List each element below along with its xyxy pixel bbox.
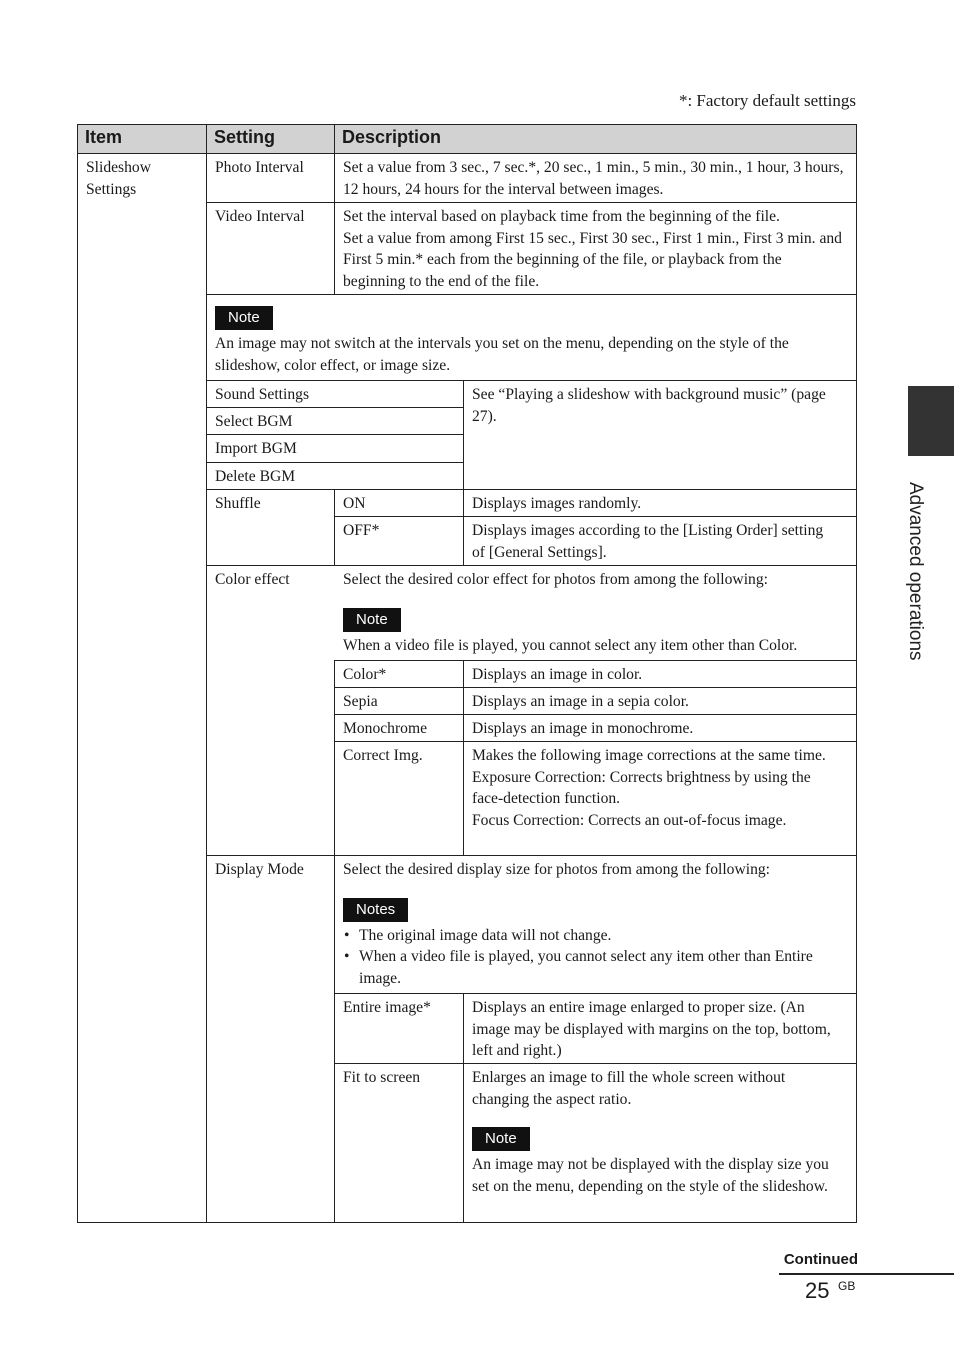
option-entire-image: Entire image*: [343, 999, 431, 1016]
section-tab: [908, 386, 954, 456]
footer-rule: [779, 1273, 954, 1275]
desc-color-effect: [334, 566, 856, 656]
desc-shuffle-off: Displays images according to the [Listing Order] setting of [General Settings].: [472, 522, 824, 561]
color-effect-note-text: When a video file is played, you cannot select any item other than Color.: [343, 636, 798, 654]
desc-color: Displays an image in color.: [472, 666, 643, 683]
desc-entire-image: Displays an entire image enlarged to proper size. (An image may be displayed with margins on the top, bottom, left and right.): [472, 999, 831, 1060]
desc-correct-img: [463, 742, 853, 831]
rule: [77, 124, 78, 1223]
desc-display-mode: [334, 856, 834, 989]
item-slideshow-settings: Slideshow Settings: [86, 159, 151, 198]
option-shuffle-on: ON: [343, 495, 366, 512]
display-mode-notes: [343, 925, 826, 990]
note-badge: Note: [343, 608, 401, 632]
option-fit-to-screen: Fit to screen: [343, 1069, 421, 1086]
note-badge: Note: [215, 306, 273, 330]
setting-photo-interval: Photo Interval: [215, 159, 304, 176]
option-sepia: Sepia: [343, 693, 378, 710]
rule: [77, 1222, 857, 1223]
setting-shuffle: Shuffle: [215, 495, 261, 512]
desc-photo-interval: Set a value from 3 sec., 7 sec.*, 20 sec., 1 min., 5 min., 30 min., 1 hour, 3 hours, 12 hours, 24 hours for the interval between images.: [343, 159, 844, 198]
display-mode-intro: Select the desired display size for photos from among the following:: [343, 861, 771, 878]
note-badge: Note: [472, 1127, 530, 1151]
fit-to-screen-text: Enlarges an image to fill the whole screen without changing the aspect ratio.: [472, 1069, 786, 1108]
rule: [856, 124, 857, 1223]
notes-badge: Notes: [343, 898, 408, 922]
option-correct-img: Correct Img.: [343, 747, 423, 764]
setting-display-mode: Display Mode: [215, 861, 304, 878]
header-setting: Setting: [214, 127, 275, 147]
setting-select-bgm: Select BGM: [215, 413, 293, 430]
option-color: Color*: [343, 666, 387, 683]
desc-sound-settings: See “Playing a slideshow with background music” (page 27).: [472, 386, 826, 425]
desc-fit-to-screen: [463, 1064, 843, 1197]
rule: [206, 124, 207, 1223]
setting-color-effect: Color effect: [215, 571, 290, 588]
option-shuffle-off: OFF*: [343, 522, 380, 539]
page-number: 25: [805, 1278, 830, 1303]
correct-img-line2: Exposure Correction: Corrects brightness by using the face-detection function.: [472, 768, 811, 808]
desc-shuffle-on: Displays images randomly.: [472, 495, 642, 512]
factory-default-note: *: Factory default settings: [678, 91, 856, 110]
page-suffix: GB: [838, 1279, 856, 1293]
desc-video-interval-line2: Set a value from among First 15 sec., First 30 sec., First 1 min., First 3 min. and First 5 min.* each from the beginning of the file, or playback from the beginning to the end of the file.: [343, 229, 842, 290]
desc-monochrome: Displays an image in monochrome.: [472, 720, 694, 737]
setting-import-bgm: Import BGM: [215, 440, 297, 457]
section-side-label-text: Advanced operations: [905, 482, 926, 661]
desc-video-interval: [334, 203, 852, 292]
header-item: Item: [85, 127, 123, 147]
header-description: Description: [342, 127, 442, 147]
setting-video-interval: Video Interval: [215, 208, 305, 225]
interval-note-text: An image may not switch at the intervals you set on the menu, depending on the style of the slideshow, color effect, or image size.: [215, 335, 789, 374]
option-monochrome: Monochrome: [343, 720, 428, 737]
setting-sound-settings: Sound Settings: [215, 386, 310, 403]
fit-to-screen-note-text: An image may not be displayed with the display size you set on the menu, depending on the style of the slideshow.: [472, 1156, 829, 1195]
desc-sepia: Displays an image in a sepia color.: [472, 693, 689, 710]
correct-img-line1: Makes the following image corrections at the same time.: [472, 747, 826, 764]
setting-delete-bgm: Delete BGM: [215, 468, 296, 485]
interval-note: [206, 302, 856, 376]
section-side-label: [900, 482, 930, 682]
display-mode-note-1: • The original image data will not change.: [343, 925, 826, 947]
correct-img-line3: Focus Correction: Corrects an out-of-focus image.: [472, 811, 787, 829]
color-effect-intro: Select the desired color effect for photos from among the following:: [343, 571, 768, 588]
display-mode-note-2: • When a video file is played, you cannot select any item other than Entire image.: [343, 946, 826, 989]
rule: [206, 294, 857, 295]
continued-label: Continued: [783, 1251, 858, 1268]
desc-video-interval-line1: Set the interval based on playback time from the beginning of the file.: [343, 208, 780, 225]
